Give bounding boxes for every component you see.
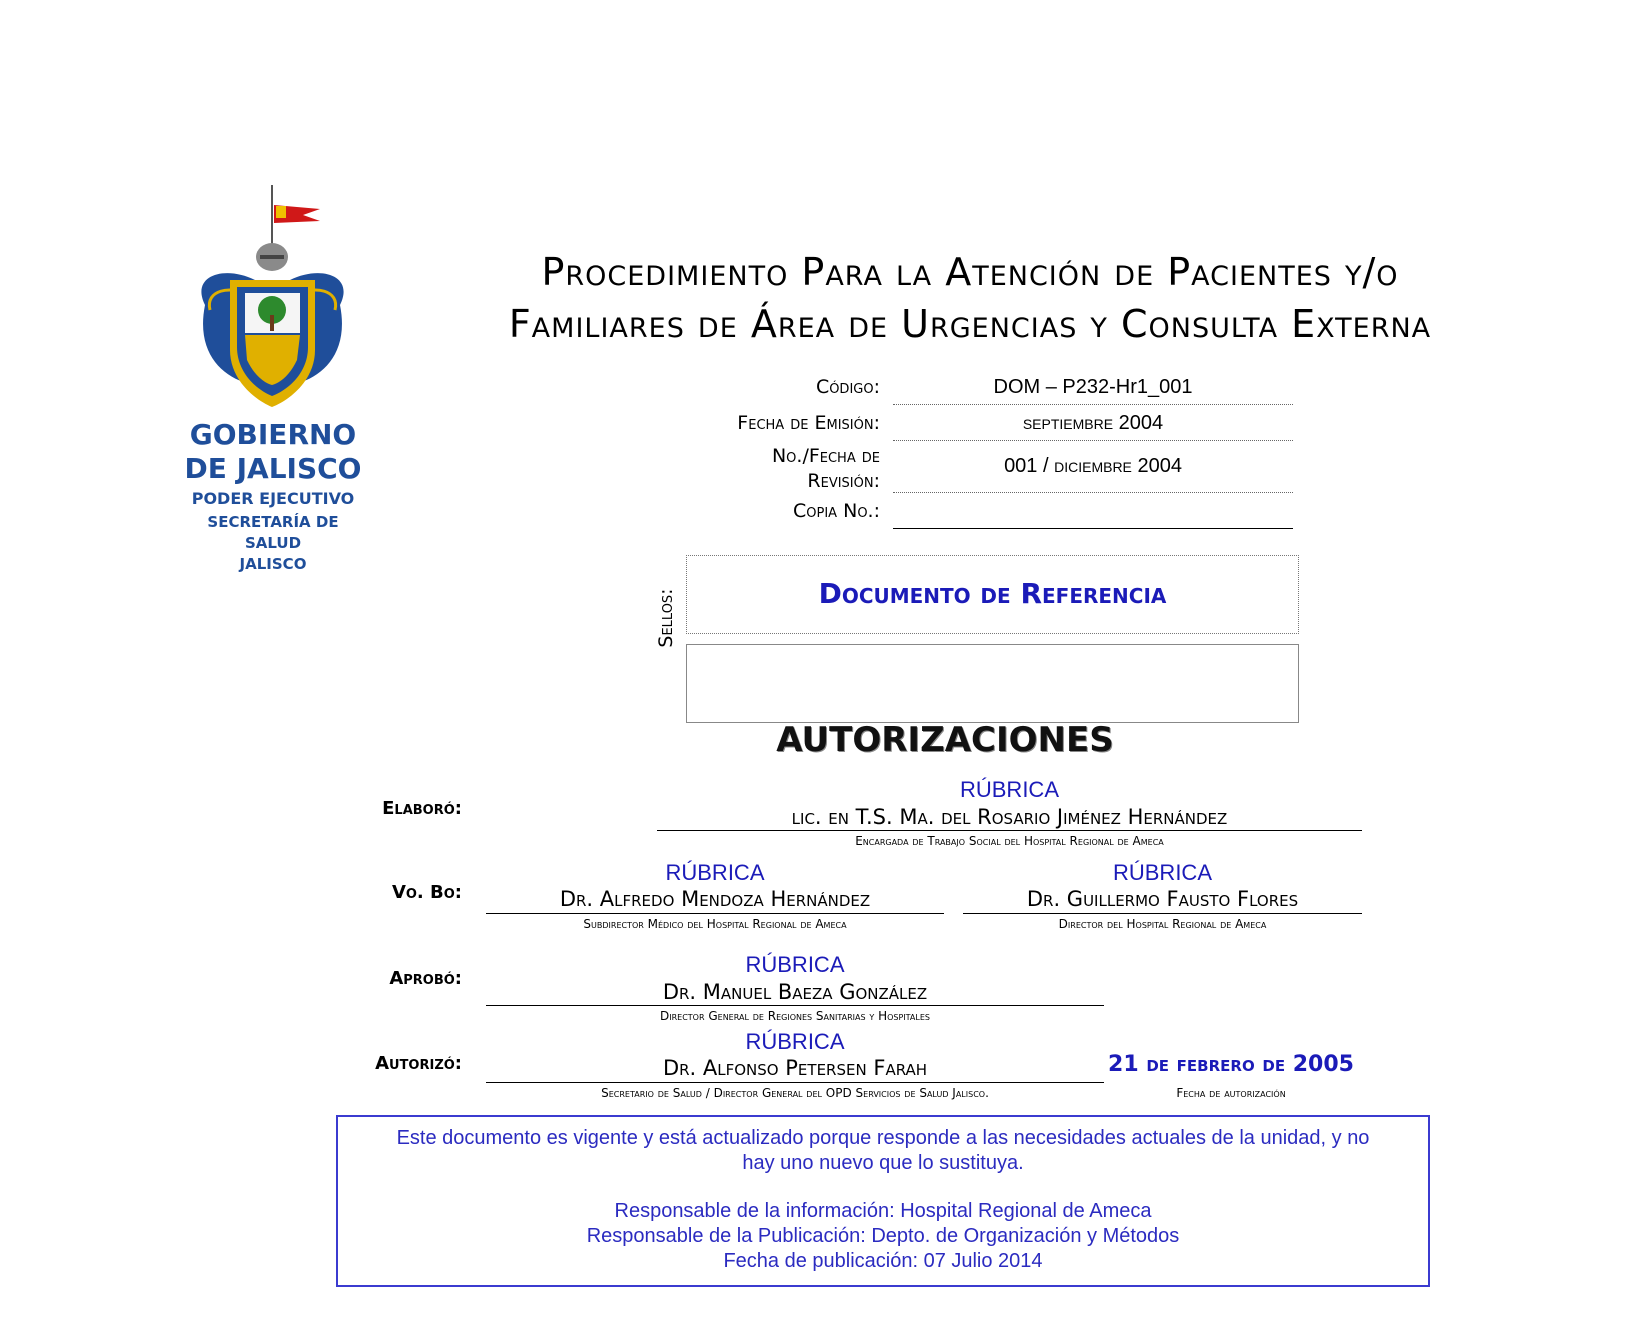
vobo-left-role: Subdirector Médico del Hospital Regional de Ameca	[583, 917, 847, 931]
emision-value: septiembre 2004	[1022, 412, 1164, 434]
codigo-label: Código:	[815, 376, 880, 398]
vobo-right-role: Director del Hospital Regional de Ameca	[1058, 917, 1267, 931]
vobo-left-signature-line	[486, 913, 944, 914]
revision-value: 001 / diciembre 2004	[1004, 455, 1182, 477]
aprobo-signature-line	[486, 1005, 1104, 1006]
document-title-line-1: Procedimiento Para la Atención de Pacientes y/o	[541, 250, 1399, 294]
logo-line-poder: PODER EJECUTIVO	[191, 489, 355, 508]
sellos-side-label: Sellos:	[655, 588, 677, 648]
coat-of-arms-logo	[185, 185, 360, 415]
logo-text-block	[168, 418, 378, 575]
vobo-label: Vo. Bo:	[391, 882, 462, 903]
autorizo-label: Autorizó:	[375, 1053, 462, 1074]
revision-label-line-2: Revisión:	[807, 470, 880, 492]
logo-line-jalisco: DE JALISCO	[184, 452, 362, 485]
reference-stamp-box	[686, 555, 1299, 634]
autorizo-signature-line	[486, 1082, 1104, 1083]
revision-label	[772, 444, 880, 494]
emision-underline	[893, 440, 1293, 441]
autorizo-role: Secretario de Salud / Director General del OPD Servicios de Salud Jalisco.	[601, 1086, 989, 1100]
elaboro-label: Elaboró:	[382, 798, 462, 819]
logo-line-jalisco-small: JALISCO	[239, 555, 307, 573]
authorizations-heading: AUTORIZACIONES	[776, 720, 1114, 760]
emision-label: Fecha de Emisión:	[737, 412, 880, 434]
notice-line-3: Responsable de la información: Hospital Regional de Ameca	[614, 1200, 1152, 1222]
autorizo-name: Dr. Alfonso Petersen Farah	[662, 1056, 928, 1080]
autorizo-rubrica: RÚBRICA	[745, 1029, 845, 1054]
notice-line-5: Fecha de publicación: 07 Julio 2014	[723, 1250, 1043, 1272]
vobo-left-name: Dr. Alfredo Mendoza Hernández	[559, 887, 871, 911]
vobo-left-rubrica: RÚBRICA	[665, 860, 765, 885]
vobo-right-rubrica: RÚBRICA	[1112, 860, 1212, 885]
aprobo-name: Dr. Manuel Baeza González	[662, 980, 928, 1004]
revision-underline	[893, 492, 1293, 493]
document-title-line-2: Familiares de Área de Urgencias y Consulta Externa	[508, 302, 1432, 346]
logo-line-salud: SALUD	[244, 534, 302, 552]
copia-label: Copia No.:	[793, 500, 880, 522]
logo-line-secretaria: SECRETARÍA DE	[207, 513, 339, 531]
elaboro-signature-line	[657, 830, 1362, 831]
vobo-right-name: Dr. Guillermo Fausto Flores	[1026, 887, 1299, 911]
notice-line-2: hay uno nuevo que lo sustituya.	[742, 1152, 1024, 1174]
authorization-date: 21 de febrero de 2005	[1108, 1052, 1354, 1077]
reference-stamp-text: Documento de Referencia	[818, 577, 1167, 610]
elaboro-role: Encargada de Trabajo Social del Hospital Regional de Ameca	[855, 834, 1164, 848]
copia-underline	[893, 528, 1293, 529]
revision-label-line-1: No./Fecha de	[771, 445, 880, 467]
vobo-right-signature-line	[963, 913, 1362, 914]
notice-line-1: Este documento es vigente y está actualizado porque responde a las necesidades actuales de la unidad, y no	[396, 1127, 1370, 1149]
aprobo-label: Aprobó:	[389, 968, 462, 989]
logo-line-gobierno: GOBIERNO	[189, 418, 357, 451]
coat-of-arms-icon	[185, 185, 360, 415]
elaboro-rubrica: RÚBRICA	[959, 777, 1059, 802]
notice-line-4: Responsable de la Publicación: Depto. de Organización y Métodos	[586, 1225, 1180, 1247]
aprobo-role: Director General de Regiones Sanitarias y Hospitales	[659, 1009, 930, 1023]
codigo-value: DOM – P232-Hr1_001	[993, 376, 1193, 398]
authorization-date-label: Fecha de autorización	[1176, 1086, 1286, 1100]
validity-notice-box	[336, 1115, 1430, 1287]
aprobo-rubrica: RÚBRICA	[745, 952, 845, 977]
seal-stamp-box	[686, 644, 1299, 723]
codigo-underline	[893, 404, 1293, 405]
elaboro-name: lic. en T.S. Ma. del Rosario Jiménez Hernández	[791, 805, 1228, 829]
